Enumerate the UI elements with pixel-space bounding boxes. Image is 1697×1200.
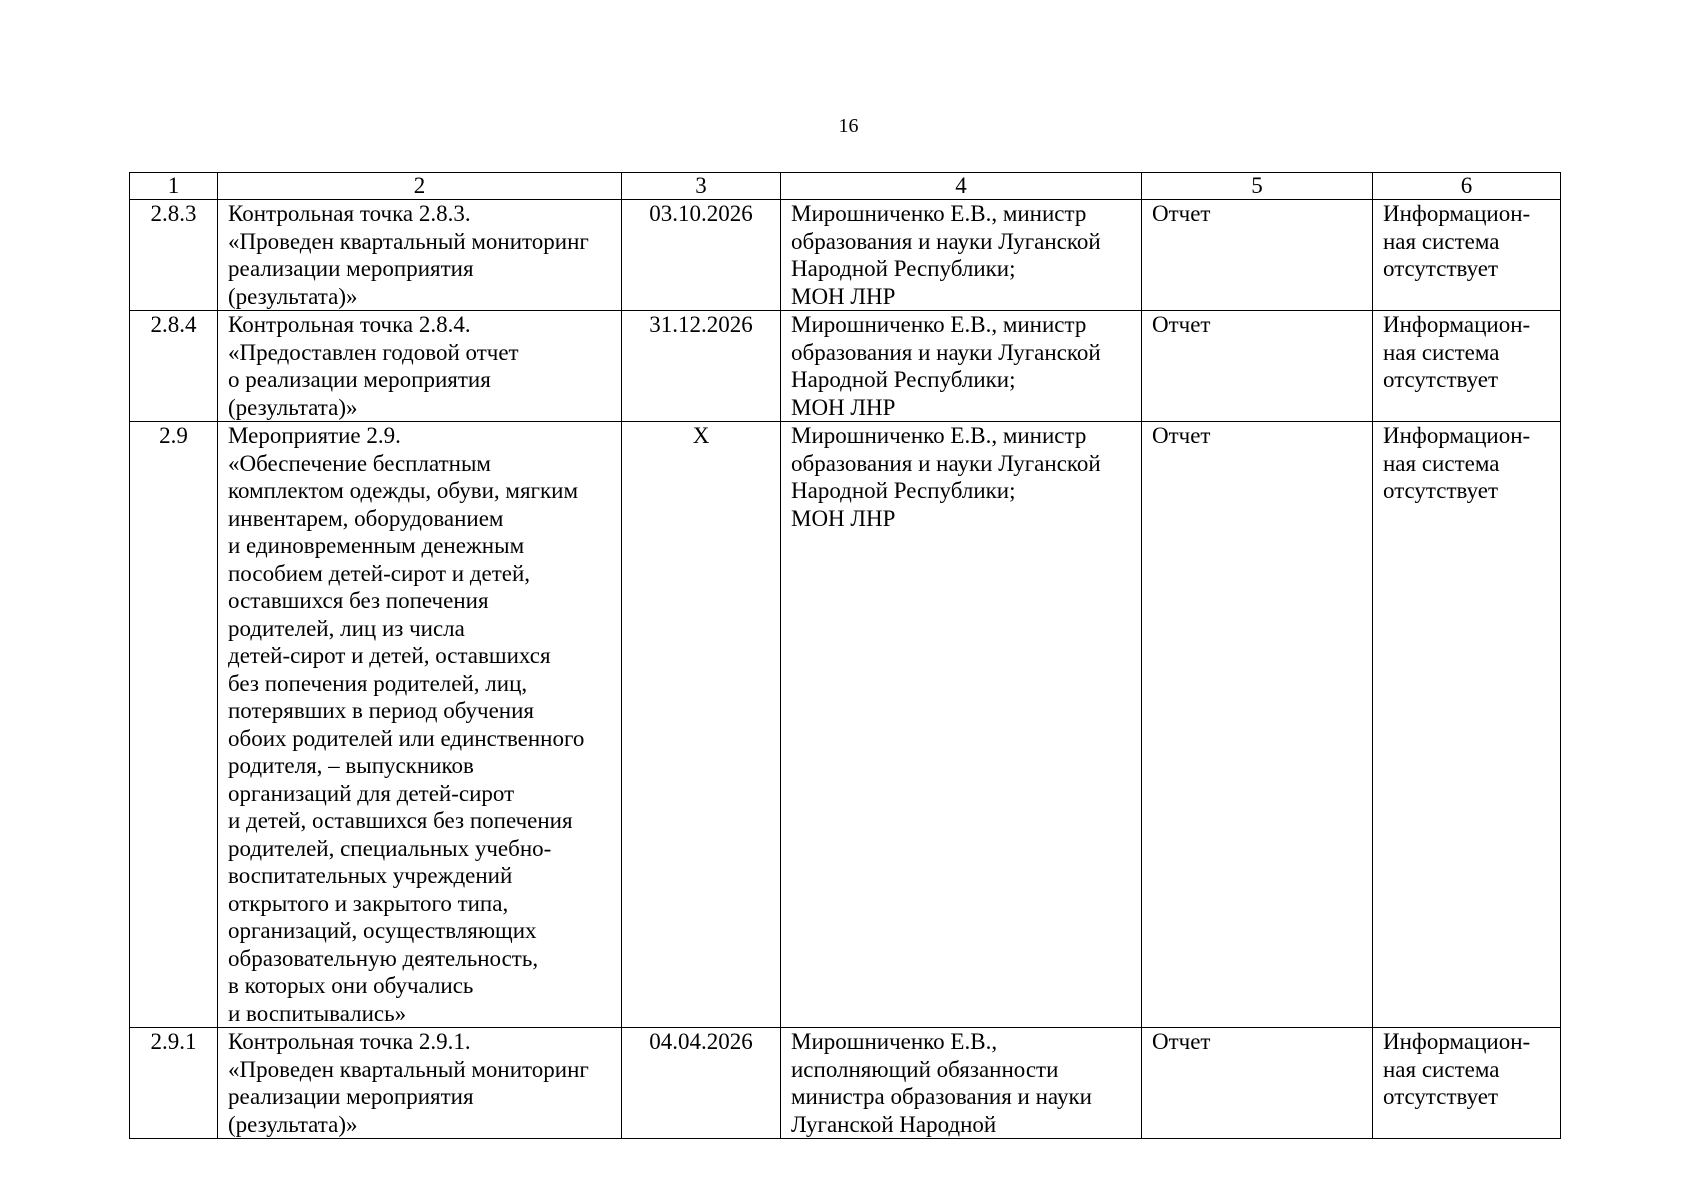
column-header-1: 1 (130, 173, 218, 200)
row-responsible: Мирошниченко Е.В., министр образования и науки Луганской Народной Республики; МОН ЛНР (781, 422, 1142, 1028)
row-system: Информацион- ная система отсутствует (1373, 422, 1561, 1028)
table-header-row (130, 173, 1561, 200)
row-document: Отчет (1142, 1028, 1373, 1139)
row-name: Мероприятие 2.9. «Обеспечение бесплатным комплектом одежды, обуви, мягким инвентарем, оборудованием и единовременным денежным пособием детей-сирот и детей, оставшихся без попечения родителей, лиц из числа детей-сирот и детей, оставшихся без попечения родителей, лиц, потерявших в период обучения обоих родителей или единственного родителя, – выпускников организаций для детей-сирот и детей, оставшихся без попечения родителей, специальных учебно- воспитательных учреждений открытого и закрытого типа, организаций, осуществляющих образовательную деятельность, в которых они обучались и воспитывались» (218, 422, 622, 1028)
column-header-4: 4 (781, 173, 1142, 200)
column-header-2: 2 (218, 173, 622, 200)
row-document: Отчет (1142, 422, 1373, 1028)
row-date: 31.12.2026 (622, 311, 781, 422)
table-row (130, 422, 1561, 1028)
row-responsible: Мирошниченко Е.В., министр образования и науки Луганской Народной Республики; МОН ЛНР (781, 200, 1142, 311)
column-header-5: 5 (1142, 173, 1373, 200)
column-header-3: 3 (622, 173, 781, 200)
row-name: Контрольная точка 2.8.3. «Проведен квартальный мониторинг реализации мероприятия (результата)» (218, 200, 622, 311)
column-header-6: 6 (1373, 173, 1561, 200)
table-row (130, 200, 1561, 311)
row-number: 2.8.4 (130, 311, 218, 422)
plan-table (129, 172, 1561, 1139)
row-date: 04.04.2026 (622, 1028, 781, 1139)
row-responsible: Мирошниченко Е.В., министр образования и науки Луганской Народной Республики; МОН ЛНР (781, 311, 1142, 422)
row-number: 2.9 (130, 422, 218, 1028)
row-name: Контрольная точка 2.8.4. «Предоставлен годовой отчет о реализации мероприятия (результата)» (218, 311, 622, 422)
row-system: Информацион- ная система отсутствует (1373, 1028, 1561, 1139)
row-system: Информацион- ная система отсутствует (1373, 200, 1561, 311)
row-name: Контрольная точка 2.9.1. «Проведен квартальный мониторинг реализации мероприятия (результата)» (218, 1028, 622, 1139)
row-number: 2.8.3 (130, 200, 218, 311)
row-date: X (622, 422, 781, 1028)
row-date: 03.10.2026 (622, 200, 781, 311)
row-document: Отчет (1142, 311, 1373, 422)
row-system: Информацион- ная система отсутствует (1373, 311, 1561, 422)
page-number: 16 (838, 115, 859, 137)
row-responsible: Мирошниченко Е.В., исполняющий обязанности министра образования и науки Луганской Народной (781, 1028, 1142, 1139)
table-row (130, 311, 1561, 422)
row-number: 2.9.1 (130, 1028, 218, 1139)
table-row (130, 1028, 1561, 1139)
row-document: Отчет (1142, 200, 1373, 311)
